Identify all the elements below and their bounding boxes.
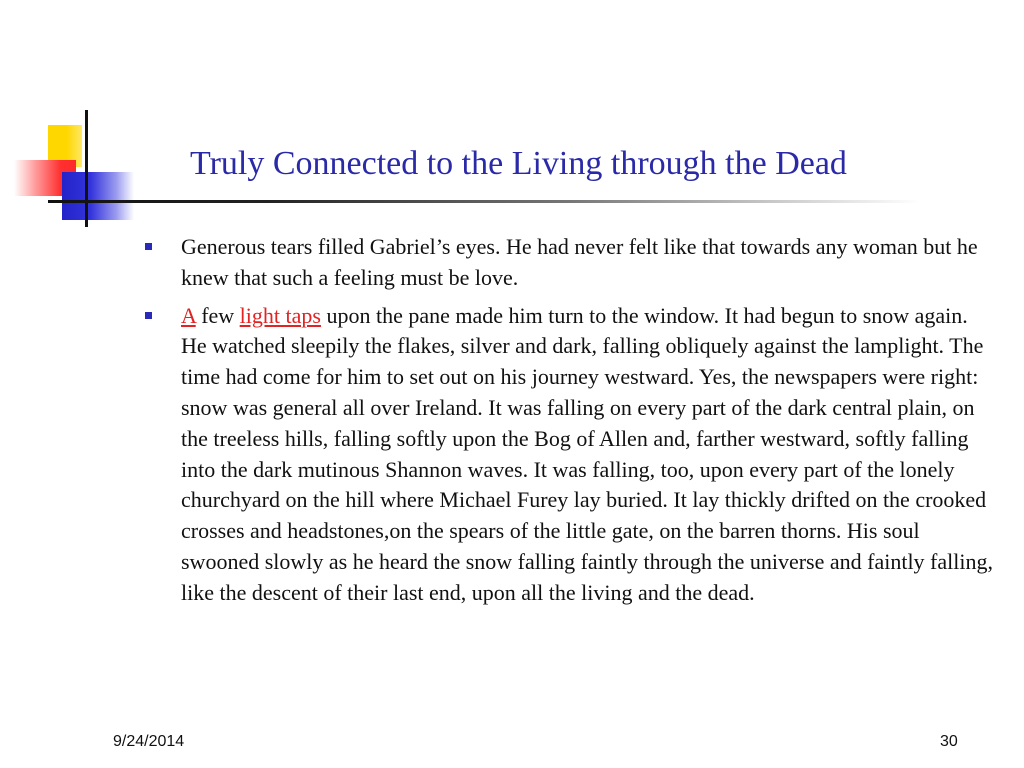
bullet-text bbox=[181, 301, 995, 609]
bullet-rest-text: upon the pane made him turn to the window. It had begun to snow again. He watched sleepily the flakes, silver and dark, falling obliquely against the lamplight. The time had come for him to set out on his journey westward. Yes, the newspapers were right: snow was general all over Ireland. It was falling on every part of the dark central plain, on the treeless hills, falling softly upon the Bog of Allen and, farther westward, softly falling into the dark mutinous Shannon waves. It was falling, too, upon every part of the lonely churchyard on the hill where Michael Furey lay buried. It lay thickly drifted on the crooked crosses and headstones,on the spears of the little gate, on the barren thorns. His soul swooned slowly as he heard the snow falling faintly through the universe and faintly falling, like the descent of their last end, upon all the living and the dead. bbox=[181, 302, 993, 605]
bullet-item bbox=[145, 301, 995, 609]
bullet-text: Generous tears filled Gabriel’s eyes. He had never felt like that towards any woman but he knew that such a feeling must be love. bbox=[181, 234, 978, 290]
title-underline bbox=[48, 200, 920, 203]
bullet-square-icon bbox=[145, 312, 152, 319]
link-a[interactable]: A bbox=[181, 302, 196, 328]
slide-logo bbox=[0, 100, 150, 235]
footer-date: 9/24/2014 bbox=[113, 733, 185, 750]
bullet-square-icon bbox=[145, 243, 152, 250]
logo-vertical-line bbox=[85, 110, 88, 227]
bullet-item bbox=[145, 232, 995, 294]
page-number: 30 bbox=[940, 733, 958, 750]
slide-body bbox=[145, 232, 995, 616]
link-light-taps[interactable]: light taps bbox=[239, 302, 321, 328]
text-few: few bbox=[195, 302, 240, 328]
slide-title: Truly Connected to the Living through the Dead bbox=[190, 145, 847, 182]
logo-blue-square bbox=[62, 172, 134, 220]
